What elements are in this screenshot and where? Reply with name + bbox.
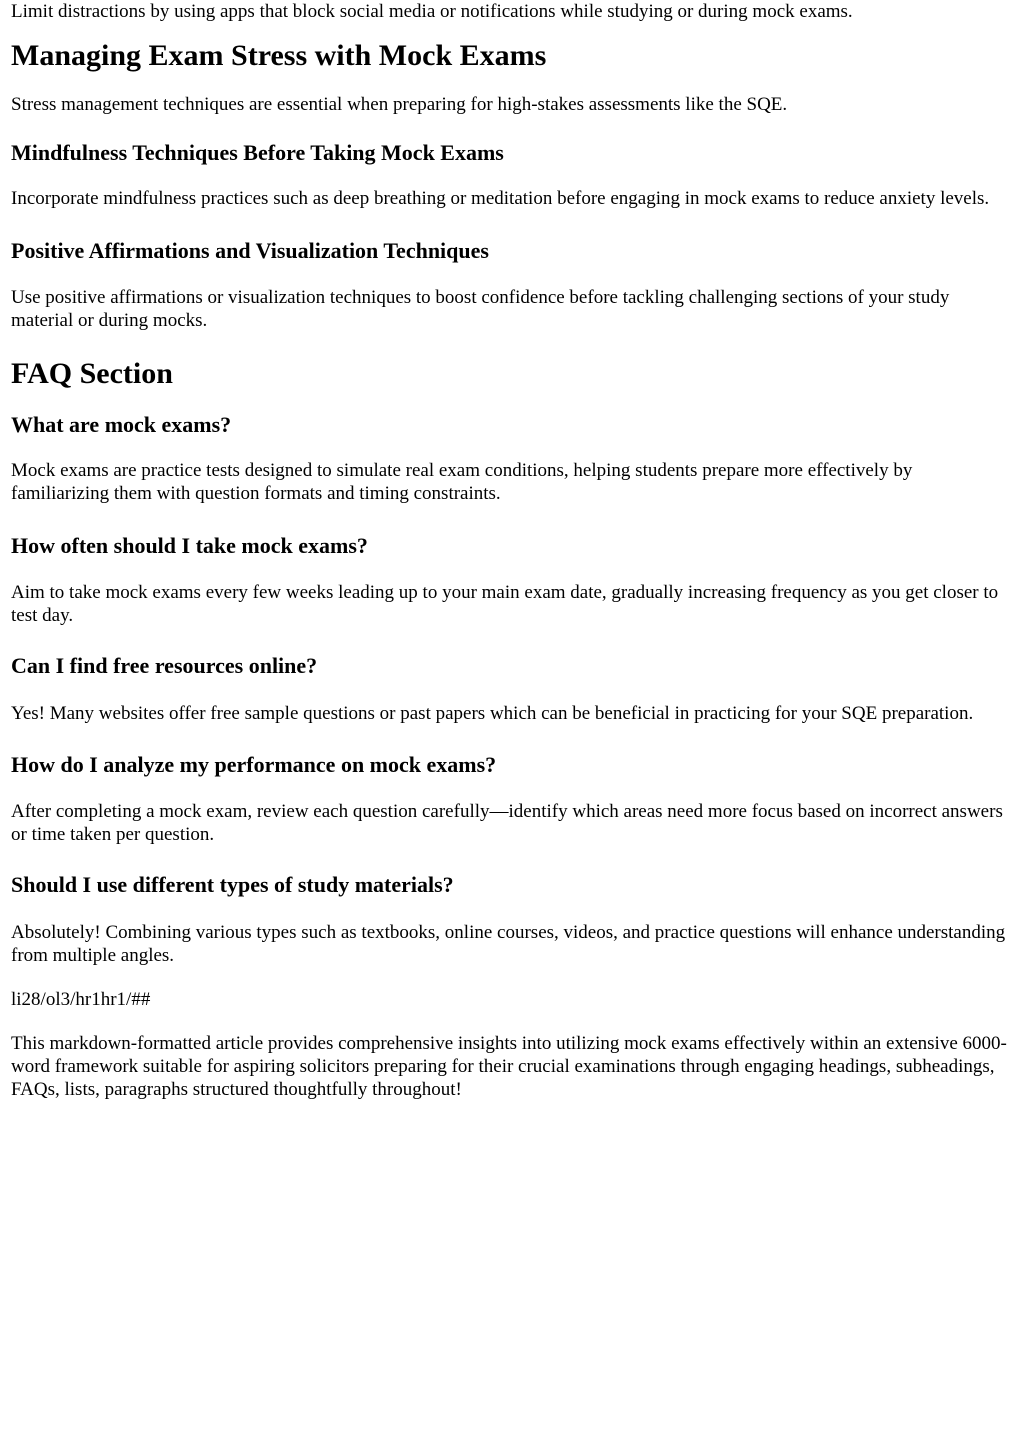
- closing-paragraph: This markdown-formatted article provides comprehensive insights into utilizing mock exams effectively within an extensive 6000-word framework suitable for aspiring solicitors preparing for their crucial examinations through engaging headings, subheadings, FAQs, lists, paragraphs structured thoughtfully throughout!: [11, 1033, 1007, 1100]
- markup-artifact-text: li28/ol3/hr1hr1/##: [11, 989, 151, 1010]
- faq-answer: Aim to take mock exams every few weeks leading up to your main exam date, gradually increasing frequency as you get closer to test day.: [11, 582, 999, 626]
- affirmations-heading: Positive Affirmations and Visualization Techniques: [11, 238, 489, 263]
- faq-answer: After completing a mock exam, review each question carefully—identify which areas need more focus based on incorrect answers or time taken per question.: [11, 801, 1003, 845]
- mindfulness-paragraph: Incorporate mindfulness practices such as deep breathing or meditation before engaging in mock exams to reduce anxiety levels.: [11, 188, 990, 209]
- faq-question: How often should I take mock exams?: [11, 533, 368, 558]
- stress-heading: Managing Exam Stress with Mock Exams: [11, 39, 547, 72]
- faq-question: Can I find free resources online?: [11, 653, 318, 678]
- faq-answer: Yes! Many websites offer free sample questions or past papers which can be beneficial in practicing for your SQE preparation.: [11, 703, 974, 724]
- affirmations-paragraph: Use positive affirmations or visualization techniques to boost confidence before tackling challenging sections of your study material or during mocks.: [11, 287, 950, 331]
- stress-paragraph: Stress management techniques are essential when preparing for high-stakes assessments like the SQE.: [11, 94, 788, 115]
- intro-paragraph: Limit distractions by using apps that block social media or notifications while studying or during mock exams.: [11, 1, 853, 22]
- faq-answer: Mock exams are practice tests designed to simulate real exam conditions, helping students prepare more effectively by familiarizing them with question formats and timing constraints.: [11, 460, 913, 504]
- faq-question: Should I use different types of study materials?: [11, 872, 454, 897]
- mindfulness-heading: Mindfulness Techniques Before Taking Mock Exams: [11, 140, 504, 165]
- faq-question: What are mock exams?: [11, 412, 232, 437]
- faq-question: How do I analyze my performance on mock exams?: [11, 752, 497, 777]
- faq-answer: Absolutely! Combining various types such as textbooks, online courses, videos, and practice questions will enhance understanding from multiple angles.: [11, 922, 1006, 966]
- faq-heading: FAQ Section: [11, 357, 173, 390]
